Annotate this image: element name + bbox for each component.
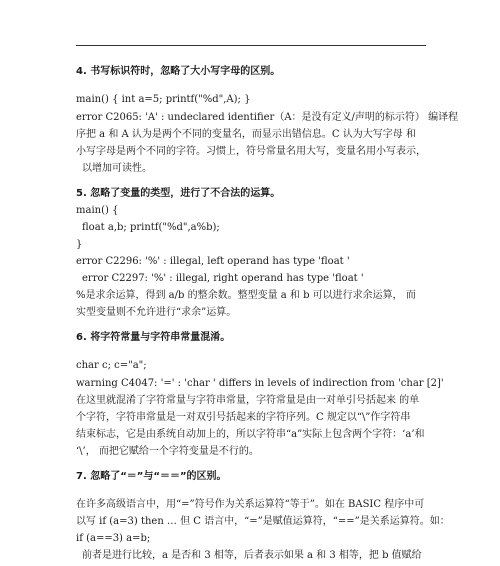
section-heading-5: 5. 忽略了变量的类型，进行了不合法的运算。 [76, 188, 281, 199]
section-heading-4: 4. 书写标识符时，忽略了大小写字母的区别。 [76, 66, 281, 77]
header-rule [76, 45, 426, 46]
paragraph-line: 在这里就混淆了字符常量与字符串常量，字符常量是由一对单引号括起来 的单 [76, 395, 420, 406]
code-line: float a,b; printf("%d",a%b); [82, 222, 220, 233]
paragraph-line: 在许多高级语言中，用“=”符号作为关系运算符“等于”。如在 BASIC 程序中可 [76, 499, 425, 510]
error-line: error C2297: '%' : illegal, right operand has type 'float ' [82, 273, 364, 284]
paragraph-line: ‘\’， 而把它赋给一个字符变量是不行的。 [76, 446, 259, 457]
paragraph-line: 结束标志，它是由系统自动加上的，所以字符串“a”实际上包含两个字符：‘a’和 [76, 429, 425, 440]
paragraph-line: 前者是进行比较，a 是否和 3 相等，后者表示如果 a 和 3 相等，把 b 值赋给 [82, 550, 422, 561]
paragraph-line: 序把 a 和 A 认为是两个不同的变量名，而显示出错信息。C 认为大写字母 和 [76, 129, 416, 140]
paragraph-line: 小写字母是两个不同的字符。习惯上，符号常量名用大写，变量名用小写表示， [76, 146, 426, 157]
section-heading-6: 6. 将字符常量与字符串常量混淆。 [76, 332, 231, 343]
code-line: } [76, 239, 83, 250]
code-line: if (a==3) a=b; [76, 533, 151, 544]
code-line: main() { [76, 205, 119, 216]
paragraph-line: 以写 if (a=3) then … 但 C 语言中，“=”是赋值运算符，“==”是关系运算符。如： [76, 516, 450, 527]
error-line: error C2296: '%' : illegal, left operand has type 'float ' [76, 256, 350, 267]
code-line: char c; c="a"; [76, 360, 147, 371]
paragraph-line: error C2065: 'A' : undeclared identifier（A：是没有定义/声明的标示符） 编译程 [76, 112, 459, 123]
paragraph-line: 以增加可读性。 [82, 163, 152, 174]
section-heading-7: 7. 忽略了“＝”与“＝＝”的区别。 [76, 471, 227, 482]
paragraph-line: 个字符，字符串常量是一对双引号括起来的字符序列。C 规定以“\”作字符串 [76, 412, 411, 423]
code-line: main() { int a=5; printf("%d",A); } [76, 94, 251, 105]
paragraph-line: 实型变量则不允许进行“求余”运算。 [76, 307, 237, 318]
warning-line: warning C4047: '=' : 'char ' differs in levels of indirection from 'char [2]' [76, 378, 444, 389]
paragraph-line: %是求余运算，得到 a/b 的整余数。整型变量 a 和 b 可以进行求余运算， 而 [76, 290, 416, 301]
